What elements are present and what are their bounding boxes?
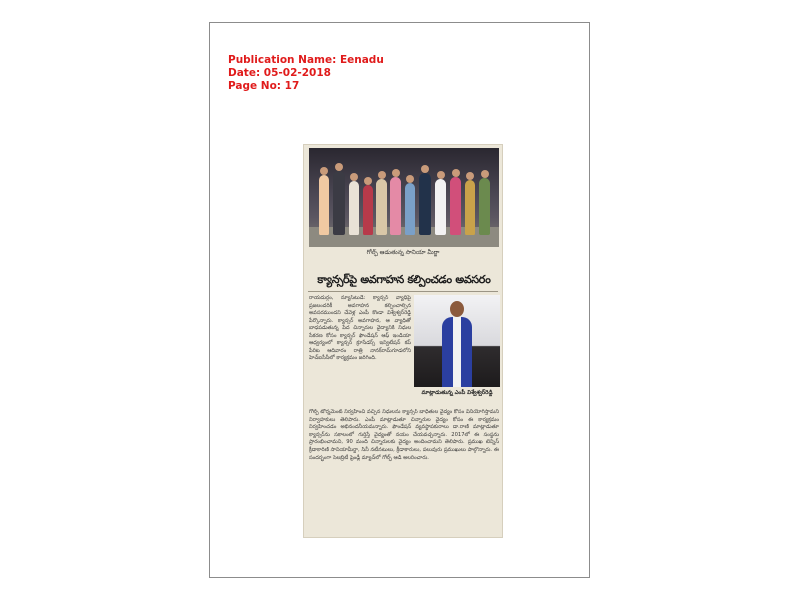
publication-date: Date: 05-02-2018: [228, 67, 331, 79]
publication-name: Publication Name: Eenadu: [228, 54, 384, 66]
photo-caption: గోల్ఫ్ ఆడుతున్న సానియా మీర్జా: [366, 249, 440, 256]
article-lead-column: రాయదుర్గం, న్యూస్‌టుడే: క్యాన్సర్ వ్యాధిపై ప్రజలందరికీ అవగాహన కల్పించాల్సిన అవసరముందని చేవెళ్ల ఎంపీ కొండా విశ్వేశ్వర్‌రెడ్డి పేర్కొన్నారు. క్యాన్సర్ అవగాహన, ఆ వ్యాధితో బాధపడుతున్న పేద చిన్నారుల వైద్యానికి నిధుల సేకరణ కోసం క్యాన్సర్ ఫౌండేషన్ ఆఫ్ ఇండియా ఆధ్వర్యంలో క్యాన్సర్ క్రూసేడర్స్ ఇన్విటేషన్ కప్ పేరిట ఆదివారం రాత్రి నానక్‌రామ్‌గూడలోని హెచ్‌ఐసీసీలో కార్యక్రమం జరిగింది.: [309, 295, 411, 361]
speaker-caption: మాట్లాడుతున్న ఎంపీ విశ్వేశ్వర్‌రెడ్డి: [421, 390, 493, 396]
speaker-photo: [414, 295, 500, 387]
article-headline: క్యాన్సర్‌పై అవగాహన కల్పించడం అవసరం: [317, 273, 491, 286]
headline-divider: [308, 291, 498, 292]
event-photo: [309, 148, 499, 247]
newspaper-clipping: [303, 144, 503, 538]
article-body: గోల్ఫ్ టోర్నమెంట్ నిర్వహించి వచ్చిన నిధులను క్యాన్సర్ బాధితుల వైద్యం కోసం వినియోగిస్తామని నిర్వాహకులు తెలిపారు. ఎంపీ మాట్లాడుతూ చిన్నారుల వైద్యం కోసం ఈ కార్యక్రమం నిర్వహించడం అభినందనీయమన్నారు. ఫౌండేషన్ వ్యవస్థాపకురాలు డా.రాణి మాట్లాడుతూ క్యాన్సర్‌ను సకాలంలో గుర్తిస్తే వైద్యంతో నయం చేయవచ్చన్నారు. 2017లో ఈ సంస్థను ప్రారంభించామని, 90 మంది చిన్నారులకు వైద్యం అందించామని తెలిపారు. ప్రముఖ టెన్నిస్ క్రీడాకారిణి సానియామీర్జా, సినీ నటీనటులు, క్రీడాకారులు, పలువురు ప్రముఖులు పాల్గొన్నారు. ఈ సందర్భంగా సెలబ్రిటీ ఫ్రెండ్లీ మ్యాచ్‌లో గోల్ఫ్ ఆడి అలరించారు.: [309, 409, 499, 461]
publication-meta: [228, 54, 384, 93]
page-number: Page No: 17: [228, 80, 300, 92]
